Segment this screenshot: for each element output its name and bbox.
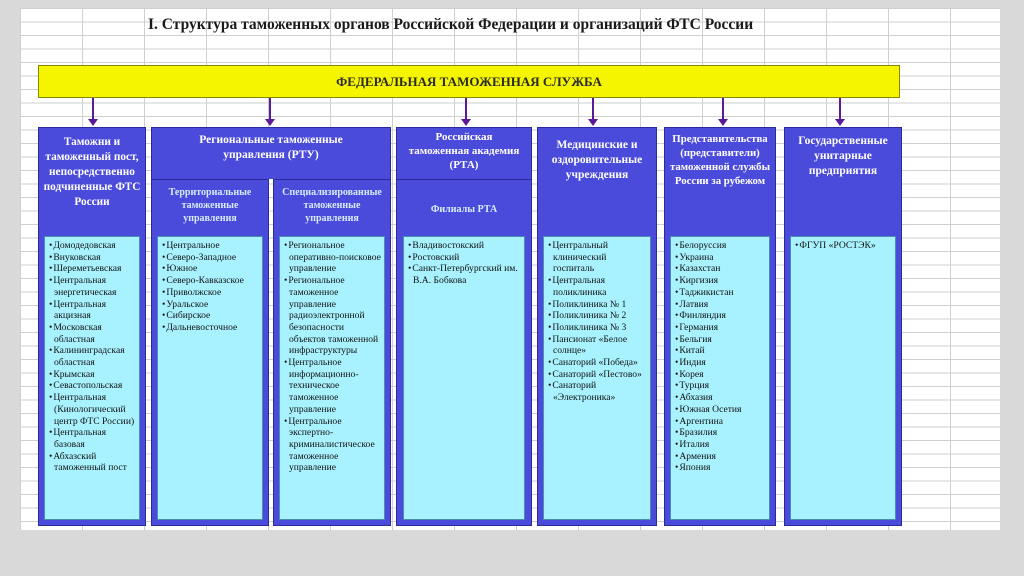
- list-item: • Региональное таможенное управление радиоэлектронной безопасности объектов таможенной инфраструктуры: [284, 275, 382, 357]
- list-item: • Япония: [675, 462, 767, 474]
- rta-header: Российская таможенная академия (РТА): [408, 131, 520, 172]
- list-item: • Поликлиника № 1: [548, 299, 648, 311]
- list-item: • Центральное экспертно-криминалистическое таможенное управление: [284, 416, 382, 475]
- list-item: • Уральское: [162, 299, 260, 311]
- medical-column: [537, 127, 657, 526]
- list-item: • Украина: [675, 252, 767, 264]
- list-item: • Турция: [675, 380, 767, 392]
- fts-label: ФЕДЕРАЛЬНАЯ ТАМОЖЕННАЯ СЛУЖБА: [336, 73, 602, 89]
- list-item: • Севастопольская: [49, 380, 137, 392]
- list-item: • Белоруссия: [675, 240, 767, 252]
- fts-banner: [38, 65, 900, 98]
- customs-list: [44, 236, 140, 520]
- list-item: • Киргизия: [675, 275, 767, 287]
- list-item: • Крымская: [49, 369, 137, 381]
- rta-branches-column: [396, 179, 532, 526]
- list-item: • Латвия: [675, 299, 767, 311]
- medical-list: [543, 236, 651, 520]
- customs-header: Таможни и таможенный пост, непосредственно подчиненные ФТС России: [43, 136, 141, 208]
- unitary-column: [784, 127, 902, 526]
- list-item: • Северо-Западное: [162, 252, 260, 264]
- rtu-column: [151, 127, 391, 179]
- representatives-header: Представительства (представители) таможенной службы России за рубежом: [669, 133, 771, 188]
- list-item: • Германия: [675, 322, 767, 334]
- list-item: • Ростовский: [408, 252, 522, 264]
- list-item: • Бразилия: [675, 427, 767, 439]
- list-item: • Казахстан: [675, 263, 767, 275]
- list-item: • Центральная поликлиника: [548, 275, 648, 298]
- unitary-list: [790, 236, 896, 520]
- list-item: • Санкт-Петербургский им. В.А. Бобкова: [408, 263, 522, 286]
- list-item: • Южное: [162, 263, 260, 275]
- specialized-list: [279, 236, 385, 520]
- rta-branches-list: [403, 236, 525, 520]
- representatives-list: [670, 236, 770, 520]
- list-item: • Владивостокский: [408, 240, 522, 252]
- list-item: • Аргентина: [675, 416, 767, 428]
- list-item: • Центральная базовая: [49, 427, 137, 450]
- list-item: • Абхазия: [675, 392, 767, 404]
- list-item: • Китай: [675, 345, 767, 357]
- list-item: • Корея: [675, 369, 767, 381]
- page-title: I. Структура таможенных органов Российской Федерации и организаций ФТС России: [148, 16, 754, 33]
- representatives-column: [664, 127, 776, 526]
- list-item: • Центральная акцизная: [49, 299, 137, 322]
- list-item: • Сибирское: [162, 310, 260, 322]
- list-item: • Центральное информационно-техническое таможенное управление: [284, 357, 382, 416]
- list-item: • Южная Осетия: [675, 404, 767, 416]
- list-item: • Поликлиника № 3: [548, 322, 648, 334]
- rta-column: [396, 127, 532, 179]
- list-item: • ФГУП «РОСТЭК»: [795, 240, 893, 252]
- specialized-column: [273, 179, 391, 526]
- medical-header: Медицинские и оздоровительные учреждения: [551, 139, 643, 182]
- list-item: • Центральный клинический госпиталь: [548, 240, 648, 275]
- unitary-header: Государственные унитарные предприятия: [798, 135, 888, 178]
- list-item: • Бельгия: [675, 334, 767, 346]
- customs-column: [38, 127, 146, 526]
- list-item: • Региональное оперативно-поисковое управление: [284, 240, 382, 275]
- list-item: • Внуковская: [49, 252, 137, 264]
- specialized-header: Специализированные таможенные управления: [282, 187, 382, 224]
- list-item: • Московская областная: [49, 322, 137, 345]
- list-item: • Центральное: [162, 240, 260, 252]
- list-item: • Пансионат «Белое солнце»: [548, 334, 648, 357]
- list-item: • Индия: [675, 357, 767, 369]
- territorial-list: [157, 236, 263, 520]
- list-item: • Приволжское: [162, 287, 260, 299]
- list-item: • Дальневосточное: [162, 322, 260, 334]
- list-item: • Северо-Кавказское: [162, 275, 260, 287]
- list-item: • Санаторий «Электроника»: [548, 380, 648, 403]
- rta-branches-header: Филиалы РТА: [430, 204, 498, 215]
- list-item: • Финляндия: [675, 310, 767, 322]
- list-item: • Калининградская областная: [49, 345, 137, 368]
- territorial-header: Территориальные таможенные управления: [168, 187, 252, 224]
- list-item: • Италия: [675, 439, 767, 451]
- list-item: • Шереметьевская: [49, 263, 137, 275]
- list-item: • Таджикистан: [675, 287, 767, 299]
- list-item: • Домодедовская: [49, 240, 137, 252]
- list-item: • Санаторий «Победа»: [548, 357, 648, 369]
- rtu-header: Региональные таможенные управления (РТУ): [199, 134, 343, 162]
- list-item: • Поликлиника № 2: [548, 310, 648, 322]
- list-item: • Санаторий «Пестово»: [548, 369, 648, 381]
- territorial-column: [151, 179, 269, 526]
- list-item: • Центральная энергетическая: [49, 275, 137, 298]
- list-item: • Армения: [675, 451, 767, 463]
- list-item: • Абхазский таможенный пост: [49, 451, 137, 474]
- list-item: • Центральная (Кинологический центр ФТС России): [49, 392, 137, 427]
